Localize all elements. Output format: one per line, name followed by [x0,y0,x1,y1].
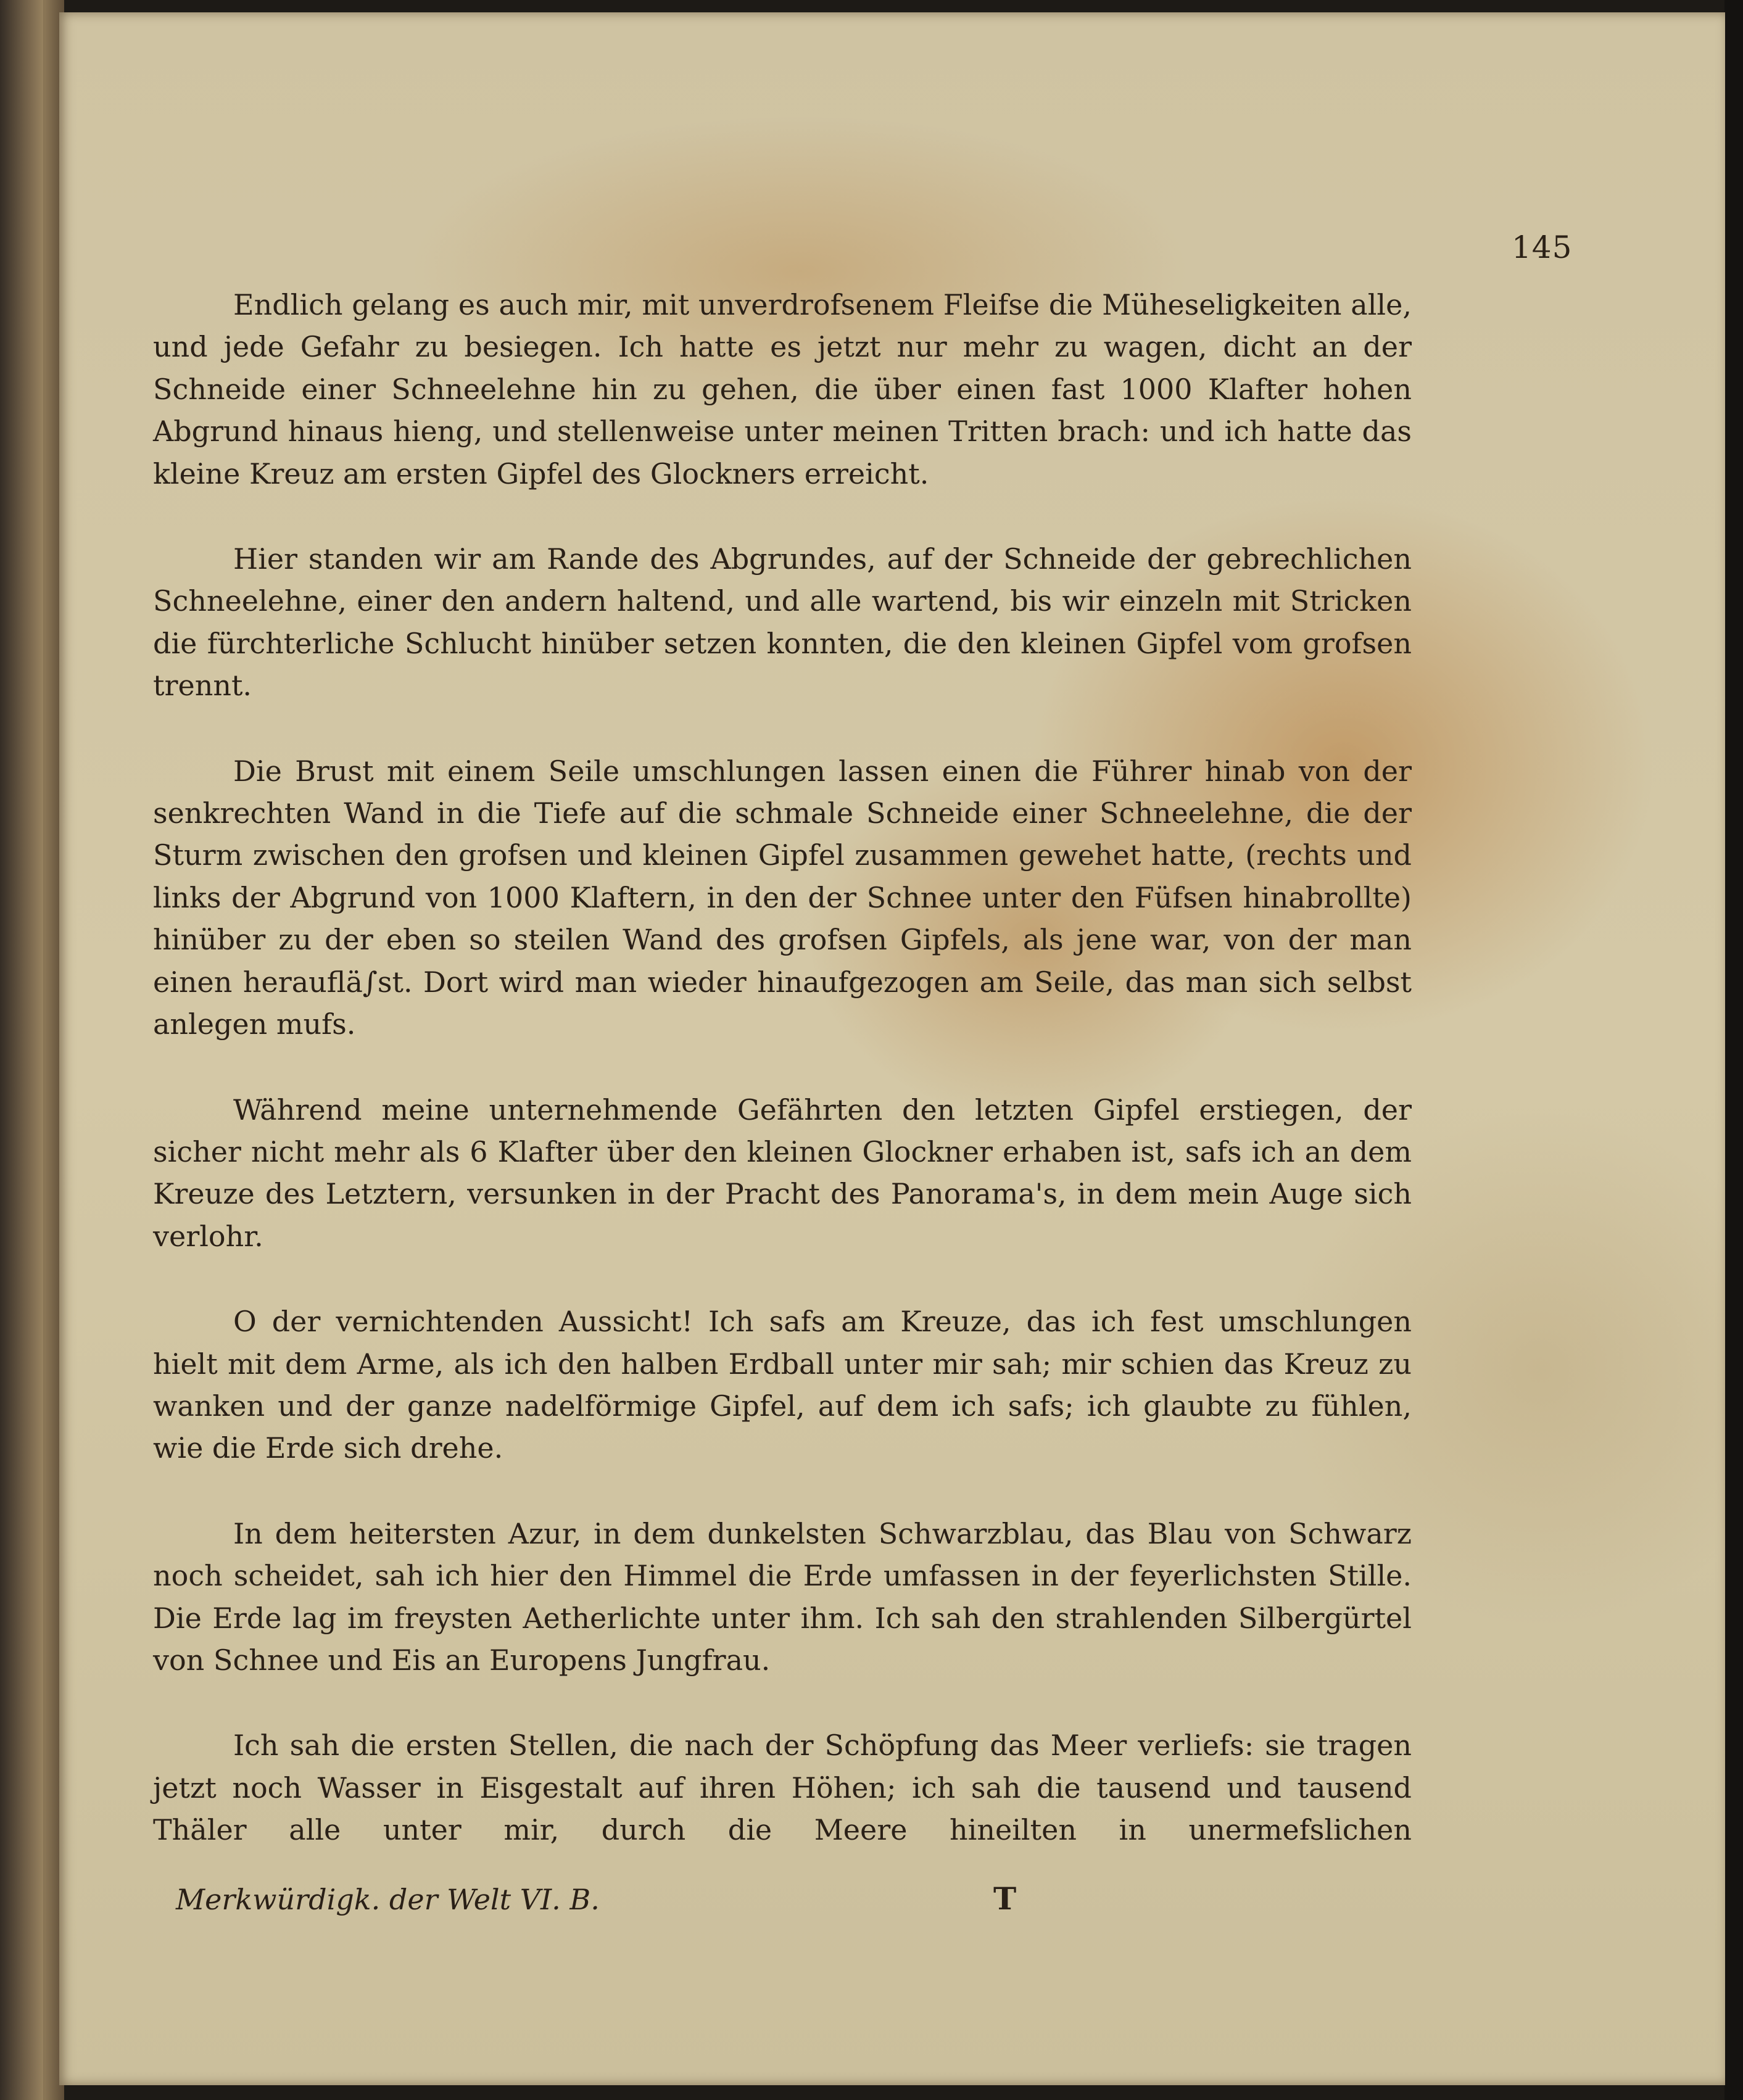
footer-signature: Merkwürdigk. der Welt VI. B. [176,1883,600,1916]
paragraph-5: O der vernichtenden Aussicht! Ich safs am Kreuze, das ich fest umschlungen hielt mit dem Arme, als ich den halben Erdball unter mir sah; mir schien das Kreuz zu wanken und der ganze nadelförmige Gipfel, auf dem ich safs; ich glaubte zu fühlen, wie die Erde sich drehe. [153,1305,1412,1465]
paragraph-3: Die Brust mit einem Seile umschlungen lassen einen die Führer hinab von der senkrechten Wand in die Tiefe auf die schmale Schneide einer Schneelehne, die der Sturm zwischen den grofsen und kleinen Gipfel zusammen gewehet hatte, (rechts und links der Abgrund von 1000 Klaftern, in den der Schnee unter den Füfsen hinabrollte) hinüber zu der eben so steilen Wand des grofsen Gipfels, als jene war, von der man einen herauflä∫st. Dort wird man wieder hinaufgezogen am Seile, das man sich selbst anlegen mufs. [153,754,1412,1041]
paragraph-6: In dem heitersten Azur, in dem dunkelsten Schwarzblau, das Blau von Schwarz noch scheidet, sah ich hier den Himmel die Erde umfassen in der feyerlichsten Stille. Die Erde lag im freysten Aetherlichte unter ihm. Ich sah den strahlenden Silbergürtel von Schnee und Eis an Europens Jungfrau. [153,1516,1412,1677]
paragraph-2: Hier standen wir am Rande des Abgrundes, auf der Schneide der gebrechlichen Schneelehne, einer den andern haltend, und alle wartend, bis wir einzeln mit Stricken die fürchterliche Schlucht hinüber setzen konnten, die den kleinen Gipfel vom grofsen trennt. [153,542,1412,703]
paragraph-7: Ich sah die ersten Stellen, die nach der Schöpfung das Meer verliefs: sie tragen jetzt noch Wasser in Eisgestalt auf ihren Höhen; ich sah die tausend und tausend Thäler alle unter mir, durch die Meere hineilten in unermefslichen [153,1729,1412,1847]
right-background-edge [1724,0,1743,2100]
paragraph-4: Während meine unternehmende Gefährten den letzten Gipfel erstiegen, der sicher nicht mehr als 6 Klafter über den kleinen Glockner erhaben ist, safs ich an dem Kreuze des Letztern, versunken in der Pracht des Panorama's, in dem mein Auge sich verlohr. [153,1093,1412,1253]
page-number: 145 [1512,229,1573,265]
previous-page-edge [0,0,43,2100]
footer-signature-letter: T [993,1880,1017,1917]
paragraph-1: Endlich gelang es auch mir, mit unverdrofsenem Fleifse die Müheseligkeiten alle, und jede Gefahr zu besiegen. Ich hatte es jetzt nur mehr zu wagen, dicht an der Schneide einer Schneelehne hin zu gehen, die über einen fast 1000 Klafter hohen Abgrund hinaus hieng, und stellenweise unter meinen Tritten brach: und ich hatte das kleine Kreuz am ersten Gipfel des Glockners erreicht. [153,288,1412,490]
page-body [153,284,1412,1851]
